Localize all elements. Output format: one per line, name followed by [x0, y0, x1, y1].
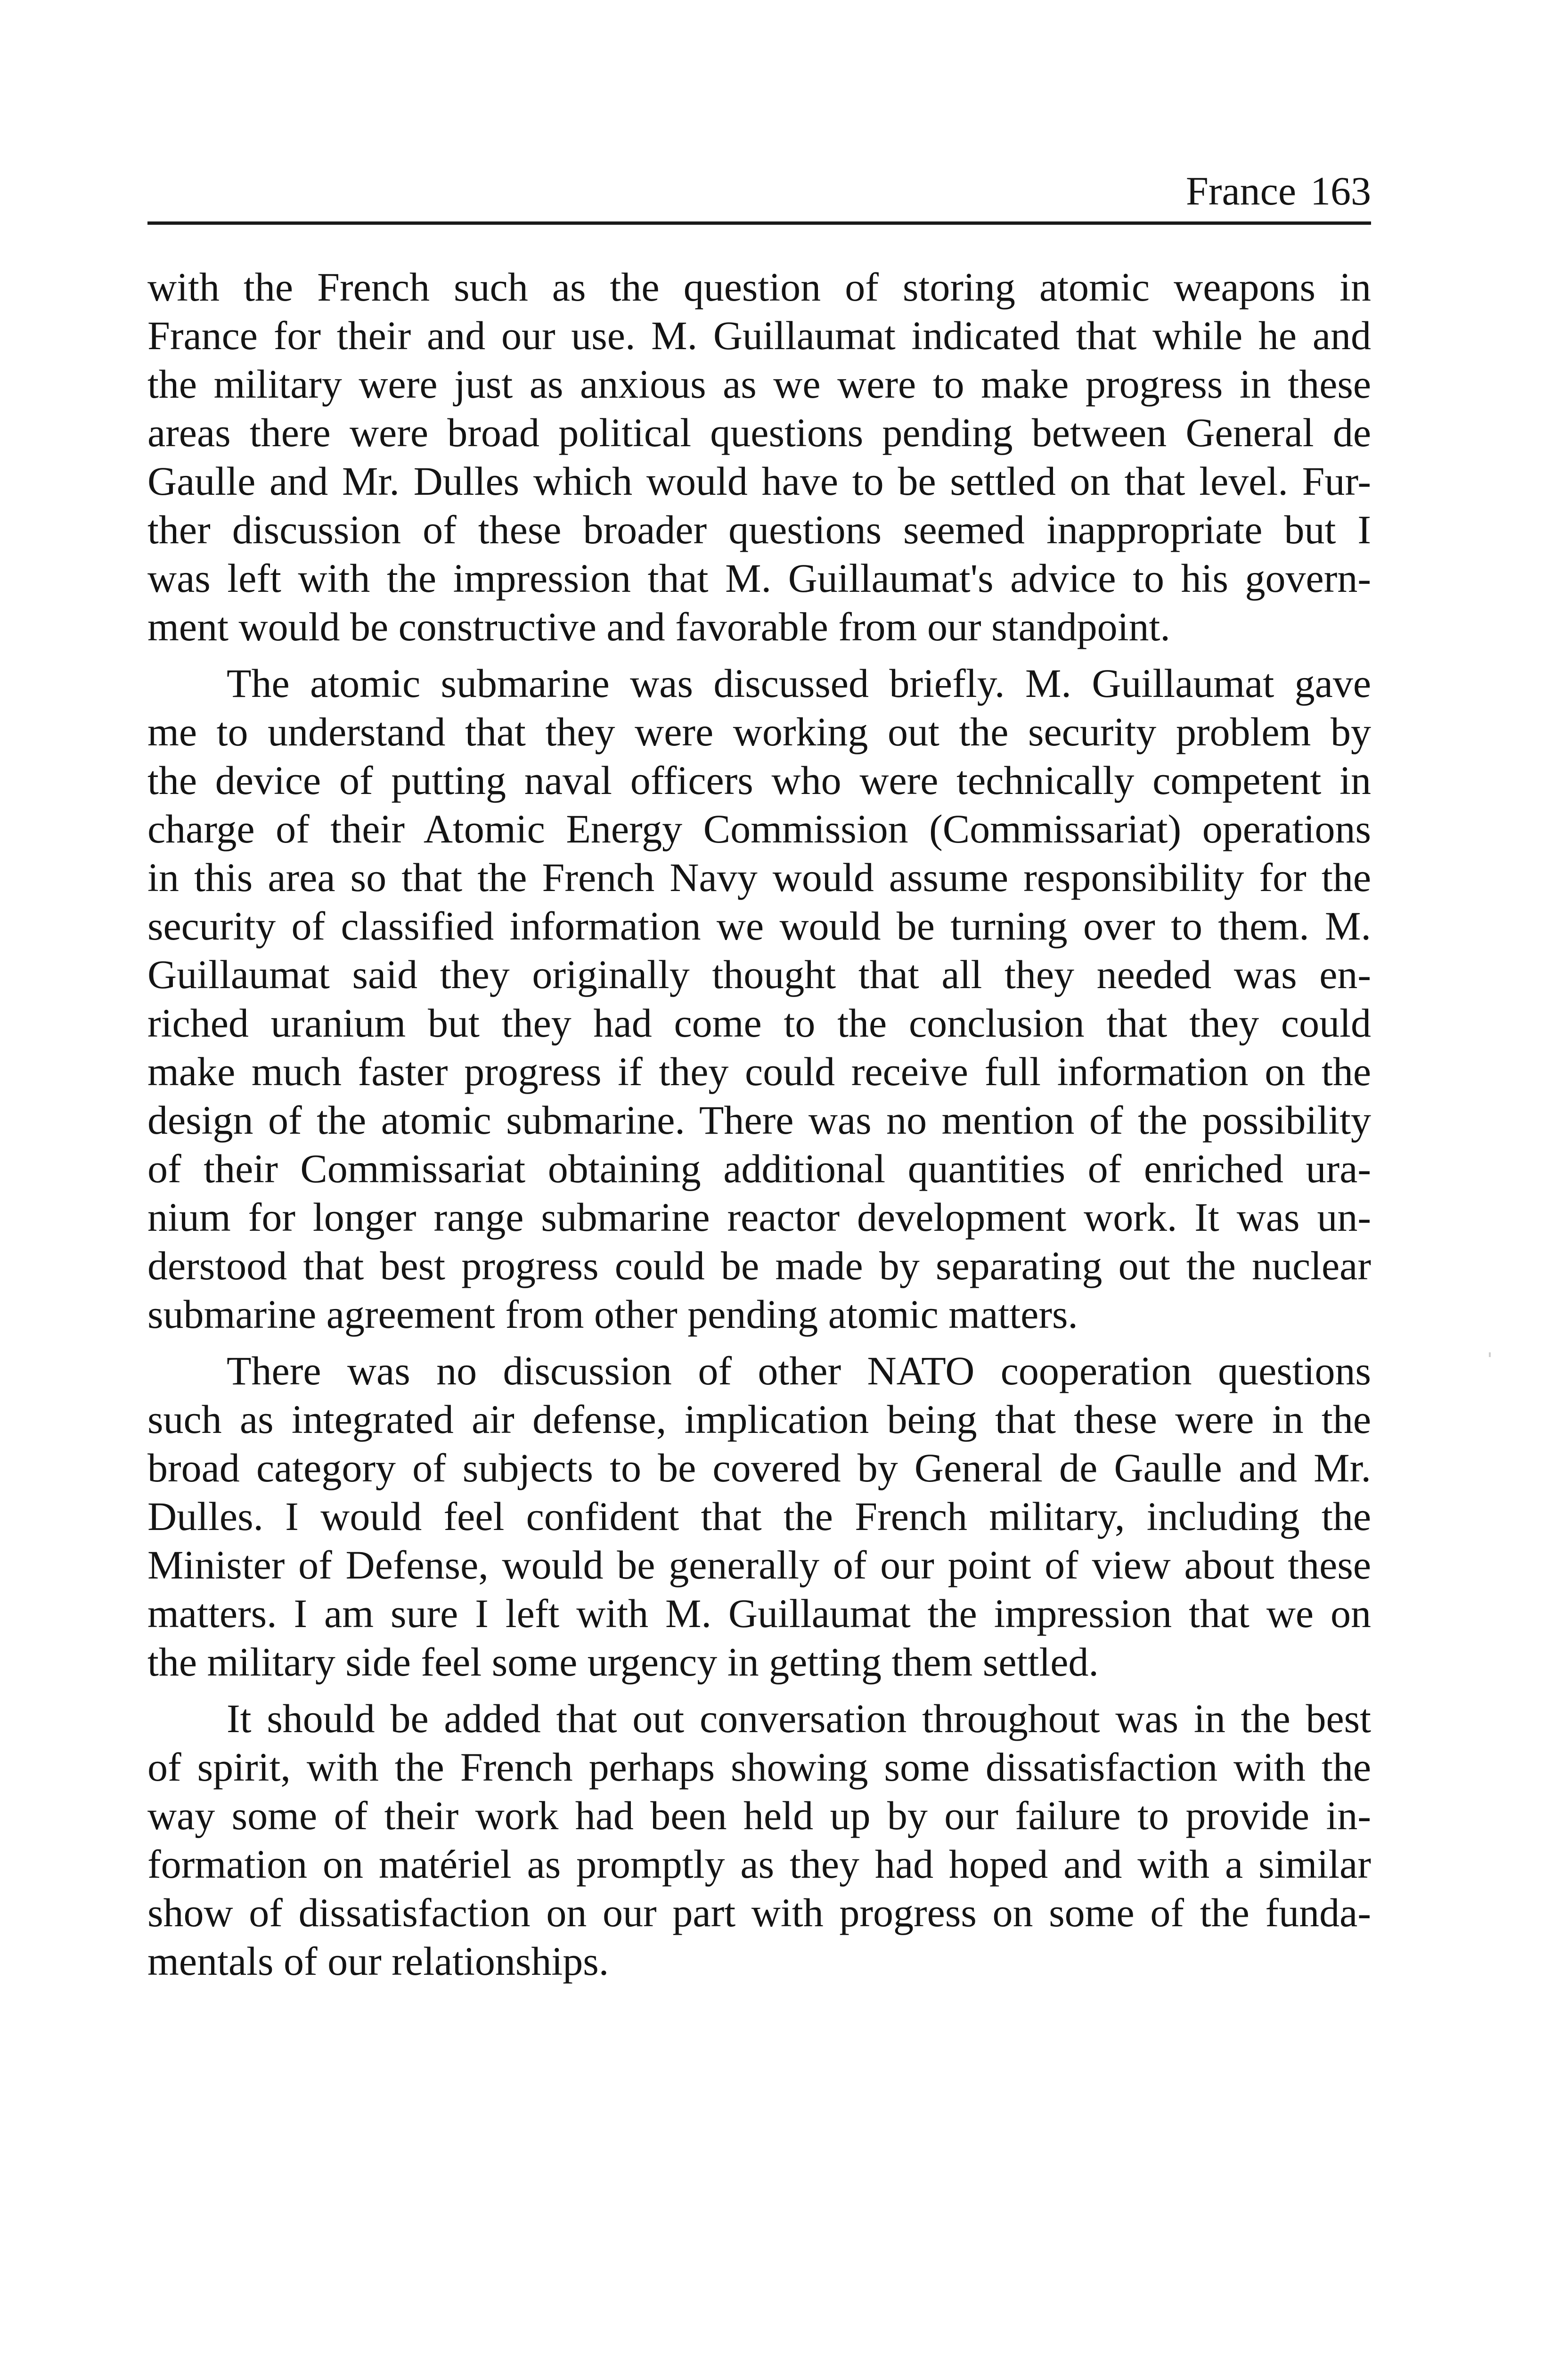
- text-line: The atomic submarine was discussed briefly. M. Guillaumat gave: [227, 661, 1371, 706]
- text-line: show of dissatisfaction on our part with progress on some of the funda-: [147, 1890, 1371, 1935]
- text-line: France for their and our use. M. Guillaumat indicated that while he and: [147, 313, 1371, 358]
- text-line: charge of their Atomic Energy Commission (Commissariat) operations: [147, 806, 1371, 851]
- text-line: Gaulle and Mr. Dulles which would have to be settled on that level. Fur-: [147, 458, 1371, 504]
- text-line: nium for longer range submarine reactor development work. It was un-: [147, 1194, 1371, 1240]
- text-line: ther discussion of these broader questions seemed inappropriate but I: [147, 507, 1371, 552]
- section-title: France: [1186, 168, 1296, 213]
- text-line: ment would be constructive and favorable from our standpoint.: [147, 604, 1170, 649]
- text-line: broad category of subjects to be covered by General de Gaulle and Mr.: [147, 1445, 1371, 1490]
- text-line: submarine agreement from other pending atomic matters.: [147, 1292, 1078, 1337]
- text-line: of their Commissariat obtaining additional quantities of enriched ura-: [147, 1146, 1371, 1191]
- text-line: Dulles. I would feel confident that the French military, including the: [147, 1494, 1371, 1539]
- paragraph-gap: [147, 1339, 1371, 1347]
- paragraph-1: [147, 263, 1371, 651]
- text-line: riched uranium but they had come to the conclusion that they could: [147, 1000, 1371, 1046]
- text-line: security of classified information we would be turning over to them. M.: [147, 903, 1371, 949]
- text-line: matters. I am sure I left with M. Guillaumat the impression that we on: [147, 1591, 1371, 1636]
- paragraph-4: [147, 1694, 1371, 1986]
- running-head: [147, 167, 1371, 214]
- text-line: Guillaumat said they originally thought that all they needed was en-: [147, 952, 1371, 997]
- text-line: the military side feel some urgency in getting them settled.: [147, 1639, 1099, 1685]
- text-line: of spirit, with the French perhaps showing some dissatisfaction with the: [147, 1744, 1371, 1790]
- paragraph-gap: [147, 1686, 1371, 1694]
- header-rule: [147, 221, 1371, 225]
- text-line: design of the atomic submarine. There was no mention of the possibility: [147, 1097, 1371, 1143]
- paragraph-2: [147, 659, 1371, 1339]
- text-line: with the French such as the question of storing atomic weapons in: [147, 264, 1371, 310]
- text-line: in this area so that the French Navy would assume responsibility for the: [147, 855, 1371, 900]
- paragraph-3: [147, 1347, 1371, 1686]
- text-line: was left with the impression that M. Guillaumat's advice to his govern-: [147, 556, 1371, 601]
- text-line: way some of their work had been held up by our failure to provide in-: [147, 1793, 1371, 1838]
- text-line: me to understand that they were working out the security problem by: [147, 709, 1371, 754]
- text-line: derstood that best progress could be made by separating out the nuclear: [147, 1243, 1371, 1288]
- text-line: areas there were broad political questions pending between General de: [147, 410, 1371, 455]
- text-line: the device of putting naval officers who were technically competent in: [147, 758, 1371, 803]
- text-line: formation on matériel as promptly as they had hoped and with a similar: [147, 1841, 1371, 1887]
- text-line: such as integrated air defense, implication being that these were in the: [147, 1397, 1371, 1442]
- text-line: It should be added that out conversation throughout was in the best: [227, 1696, 1371, 1741]
- text-line: the military were just as anxious as we were to make progress in these: [147, 361, 1371, 407]
- page-number: 163: [1310, 168, 1371, 213]
- text-line: Minister of Defense, would be generally of our point of view about these: [147, 1542, 1371, 1587]
- text-line: There was no discussion of other NATO cooperation questions: [227, 1348, 1371, 1393]
- scan-speck: [1489, 1352, 1491, 1357]
- text-line: make much faster progress if they could receive full information on the: [147, 1049, 1371, 1094]
- body-text: [147, 263, 1371, 1986]
- paragraph-gap: [147, 651, 1371, 659]
- text-line: mentals of our relationships.: [147, 1939, 609, 1984]
